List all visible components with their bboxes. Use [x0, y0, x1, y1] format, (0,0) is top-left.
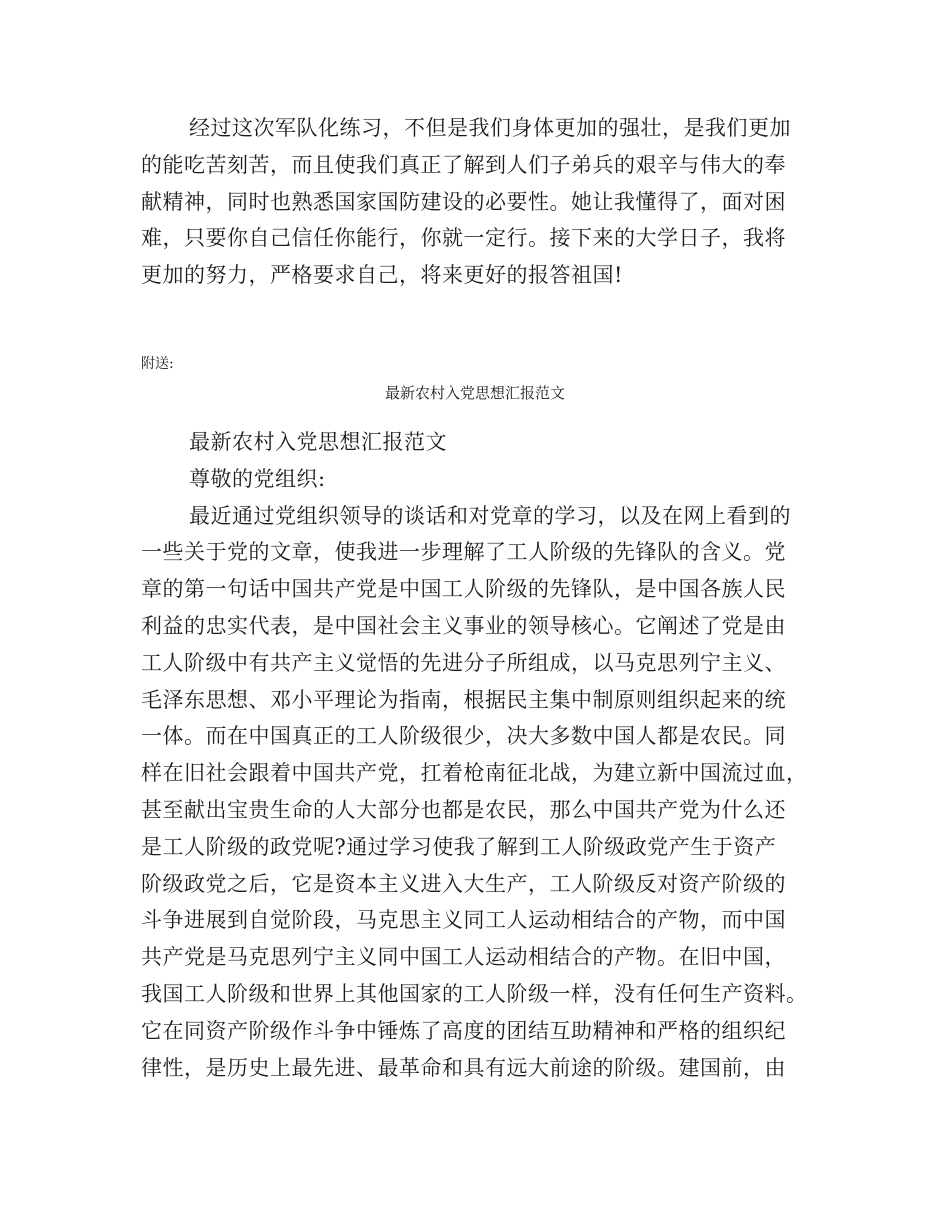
letter-line: 样在旧社会跟着中国共产党，扛着枪南征北战，为建立新中国流过血， — [141, 761, 808, 786]
letter-line: 毛泽东思想、邓小平理论为指南，根据民主集中制原则组织起来的统 — [141, 687, 786, 712]
intro-line: 更加的努力，严格要求自己，将来更好的报答祖国! — [141, 263, 623, 288]
letter-line: 工人阶级中有共产主义觉悟的先进分子所组成，以马克思列宁主义、 — [141, 650, 786, 675]
letter-line: 律性，是历史上最先进、最革命和具有远大前途的阶级。建国前，由 — [141, 1055, 786, 1080]
letter-line: 甚至献出宝贵生命的人大部分也都是农民，那么中国共产党为什么还 — [141, 797, 786, 822]
letter-line: 一些关于党的文章，使我进一步理解了工人阶级的先锋队的含义。党 — [141, 540, 786, 565]
letter-title: 最新农村入党思想汇报范文 — [189, 430, 447, 454]
letter-line: 它在同资产阶级作斗争中锤炼了高度的团结互助精神和严格的组织纪 — [141, 1018, 786, 1043]
letter-line: 最近通过党组织领导的谈话和对党章的学习，以及在网上看到的 — [189, 503, 791, 528]
letter-line: 斗争进展到自觉阶段，马克思主义同工人运动相结合的产物，而中国 — [141, 908, 786, 933]
letter-body — [141, 424, 808, 1086]
letter-salutation: 尊敬的党组织: — [189, 466, 326, 491]
attachment-title: 最新农村入党思想汇报范文 — [384, 384, 565, 402]
letter-line: 章的第一句话中国共产党是中国工人阶级的先锋队，是中国各族人民 — [141, 577, 786, 602]
letter-line: 共产党是马克思列宁主义同中国工人运动相结合的产物。在旧中国， — [141, 945, 786, 970]
letter-line: 利益的忠实代表，是中国社会主义事业的领导核心。它阐述了党是由 — [141, 613, 786, 638]
intro-line: 献精神，同时也熟悉国家国防建设的必要性。她让我懂得了，面对困 — [141, 189, 786, 214]
letter-line: 阶级政党之后，它是资本主义进入大生产，工人阶级反对资产阶级的 — [141, 871, 786, 896]
intro-line: 经过这次军队化练习，不但是我们身体更加的强壮，是我们更加 — [189, 116, 791, 140]
letter-line: 一体。而在中国真正的工人阶级很少，决大多数中国人都是农民。同 — [141, 724, 786, 749]
intro-line: 的能吃苦刻苦，而且使我们真正了解到人们子弟兵的艰辛与伟大的奉 — [141, 152, 786, 177]
attachment-label: 附送: — [141, 356, 174, 372]
letter-line: 是工人阶级的政党呢?通过学习使我了解到工人阶级政党产生于资产 — [141, 834, 777, 859]
letter-line: 我国工人阶级和世界上其他国家的工人阶级一样，没有任何生产资料。 — [141, 981, 808, 1006]
intro-paragraph — [141, 110, 801, 294]
intro-line: 难，只要你自己信任你能行，你就一定行。接下来的大学日子，我将 — [141, 226, 786, 251]
